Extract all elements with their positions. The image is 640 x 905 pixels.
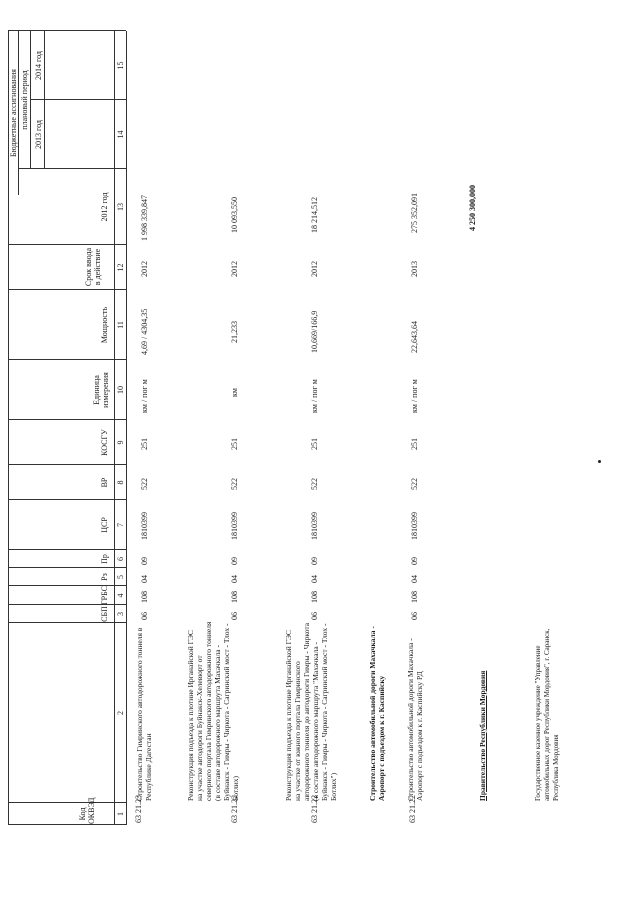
colnum-13: 13	[116, 203, 125, 211]
object-name: Строительство автомобильной дороги Махачкала - Аэропорт с подъездом к г. Каспийску РД	[406, 638, 424, 801]
sbp-value: 06	[230, 612, 239, 620]
grbs-value: 108	[410, 591, 419, 603]
header-pr: Пр	[100, 554, 109, 564]
total-value: 4 250 300,000	[468, 185, 477, 231]
header-unit: Единица измерения	[92, 372, 110, 408]
organization-heading: Правительство Республики Мордовия	[478, 670, 487, 801]
pr-value: 09	[140, 557, 149, 565]
header-power: Мощность	[100, 306, 109, 344]
term-value: 2012	[230, 261, 239, 277]
sbp-value: 06	[140, 612, 149, 620]
power-value: 10,669/166,9	[310, 310, 319, 353]
unit-value: км / пог м	[410, 379, 419, 413]
budget-2012-value: 1 998 339,847	[140, 195, 149, 241]
plan-sub-line	[30, 31, 31, 169]
kosgu-value: 251	[310, 438, 319, 450]
colnum-10: 10	[116, 386, 125, 394]
colnum-1: 1	[116, 812, 125, 816]
rz-value: 04	[310, 575, 319, 583]
colnum-15: 15	[116, 61, 125, 70]
term-value: 2012	[310, 261, 319, 277]
colnum-6: 6	[116, 557, 125, 561]
header-bottom-line	[114, 31, 115, 825]
budget-2012-value: 18 214,512	[310, 197, 319, 233]
vr-value: 522	[410, 478, 419, 490]
kosgu-value: 251	[410, 438, 419, 450]
year-sub-line	[44, 31, 45, 169]
header-budget: Бюджетные ассигнования	[9, 69, 18, 157]
colnum-7: 7	[116, 523, 125, 527]
okved-code: 63 21.22	[310, 795, 319, 823]
object-name: Реконструкция подъезда к плотине Ирганайской ГЭС на участке автодороги Буйнакск-Хелевюрт от северного портала Гимринского автодорожного тоннеля (в составе автодорожного маршрута Махачкала - Буйнакск - Гимры - Чиркота - Сагринский мост - Тлох - Ботлих)	[186, 621, 240, 801]
okved-code: 63 21.23	[134, 795, 143, 823]
header-vr: ВР	[100, 477, 109, 488]
object-name: Строительство Гимринского автодорожного тоннеля в Республике Дагестан	[135, 627, 153, 801]
colnum-5: 5	[116, 575, 125, 579]
sbp-value: 06	[410, 612, 419, 620]
grbs-value: 108	[140, 591, 149, 603]
header-2014: 2014 год	[34, 51, 43, 80]
unit-value: км / пог м	[310, 379, 319, 413]
kosgu-value: 251	[230, 438, 239, 450]
term-value: 2013	[410, 261, 419, 277]
colnum-12: 12	[116, 263, 125, 272]
header-okved: Код ОКВЭД	[78, 797, 96, 824]
colnum-11: 11	[116, 321, 125, 329]
vr-value: 522	[230, 478, 239, 490]
header-plan: плановый период	[20, 70, 29, 130]
sbp-value: 06	[310, 612, 319, 620]
unit-value: км / пог м	[140, 379, 149, 413]
vr-value: 522	[140, 478, 149, 490]
colnum-3: 3	[116, 612, 125, 616]
pr-value: 09	[310, 557, 319, 565]
okved-code: 63 21.22	[408, 795, 417, 823]
budget-sub-line	[18, 31, 19, 195]
power-value: 21,233	[230, 321, 239, 343]
scan-dot	[598, 460, 601, 463]
object-name: Строительство автомобильной дороги Махачкала - Аэропорт с подъездом к г. Каспийску	[368, 626, 386, 801]
rz-value: 04	[140, 575, 149, 583]
header-2012: 2012 год	[100, 192, 109, 222]
col-2-left	[8, 802, 126, 803]
pr-value: 09	[230, 557, 239, 565]
header-csr: ЦСР	[100, 517, 109, 533]
csr-value: 1810399	[310, 512, 319, 540]
grbs-value: 108	[230, 591, 239, 603]
kosgu-value: 251	[140, 438, 149, 450]
object-name: Реконструкция подъезда к плотине Ирганайской ГЭС на участке от южного портала Гимринского автодорожного тоннеля до автодороги Гимры - Чиркота (в составе автодорожного маршрута "Махачкала - Буйнакск - Гимры - Чиркота - Сагринский мост - Тлох - Ботлих")	[284, 622, 338, 801]
colnum-8: 8	[116, 480, 125, 485]
col-1-left	[8, 824, 126, 825]
unit-value: км	[230, 388, 239, 397]
colnum-4: 4	[116, 593, 125, 598]
okved-code: 63 21.22	[230, 795, 239, 823]
vr-value: 522	[310, 478, 319, 490]
header-grbs: ГРБС	[100, 586, 109, 605]
csr-value: 1810399	[140, 512, 149, 540]
csr-value: 1810399	[230, 512, 239, 540]
header-rz: Рз	[100, 573, 109, 581]
power-value: 22,643,64	[410, 321, 419, 353]
colnum-2: 2	[116, 711, 125, 715]
colnum-bottom-line	[126, 31, 127, 825]
term-value: 2012	[140, 261, 149, 277]
header-sbp: СБП	[100, 606, 109, 622]
budget-2012-value: 10 093,550	[230, 197, 239, 233]
rz-value: 04	[410, 575, 419, 583]
csr-value: 1810399	[410, 512, 419, 540]
institution-note: Государственное казенное учреждение "Управление автомобильных дорог Республики Мордовия", г. Саранск, Республика Мордовия	[534, 628, 560, 801]
rz-value: 04	[230, 575, 239, 583]
col-15-left	[30, 99, 126, 100]
header-term: Срок ввода в действие	[84, 247, 102, 287]
header-kosgu: КОСГУ	[100, 429, 109, 456]
colnum-9: 9	[116, 440, 125, 445]
grbs-value: 108	[310, 591, 319, 603]
header-2013: 2013 год	[34, 120, 43, 149]
colnum-14: 14	[116, 130, 125, 139]
power-value: 4,69 / 4304,35	[140, 308, 149, 355]
budget-2012-value: 275 352,091	[410, 193, 419, 233]
pr-value: 09	[410, 557, 419, 565]
